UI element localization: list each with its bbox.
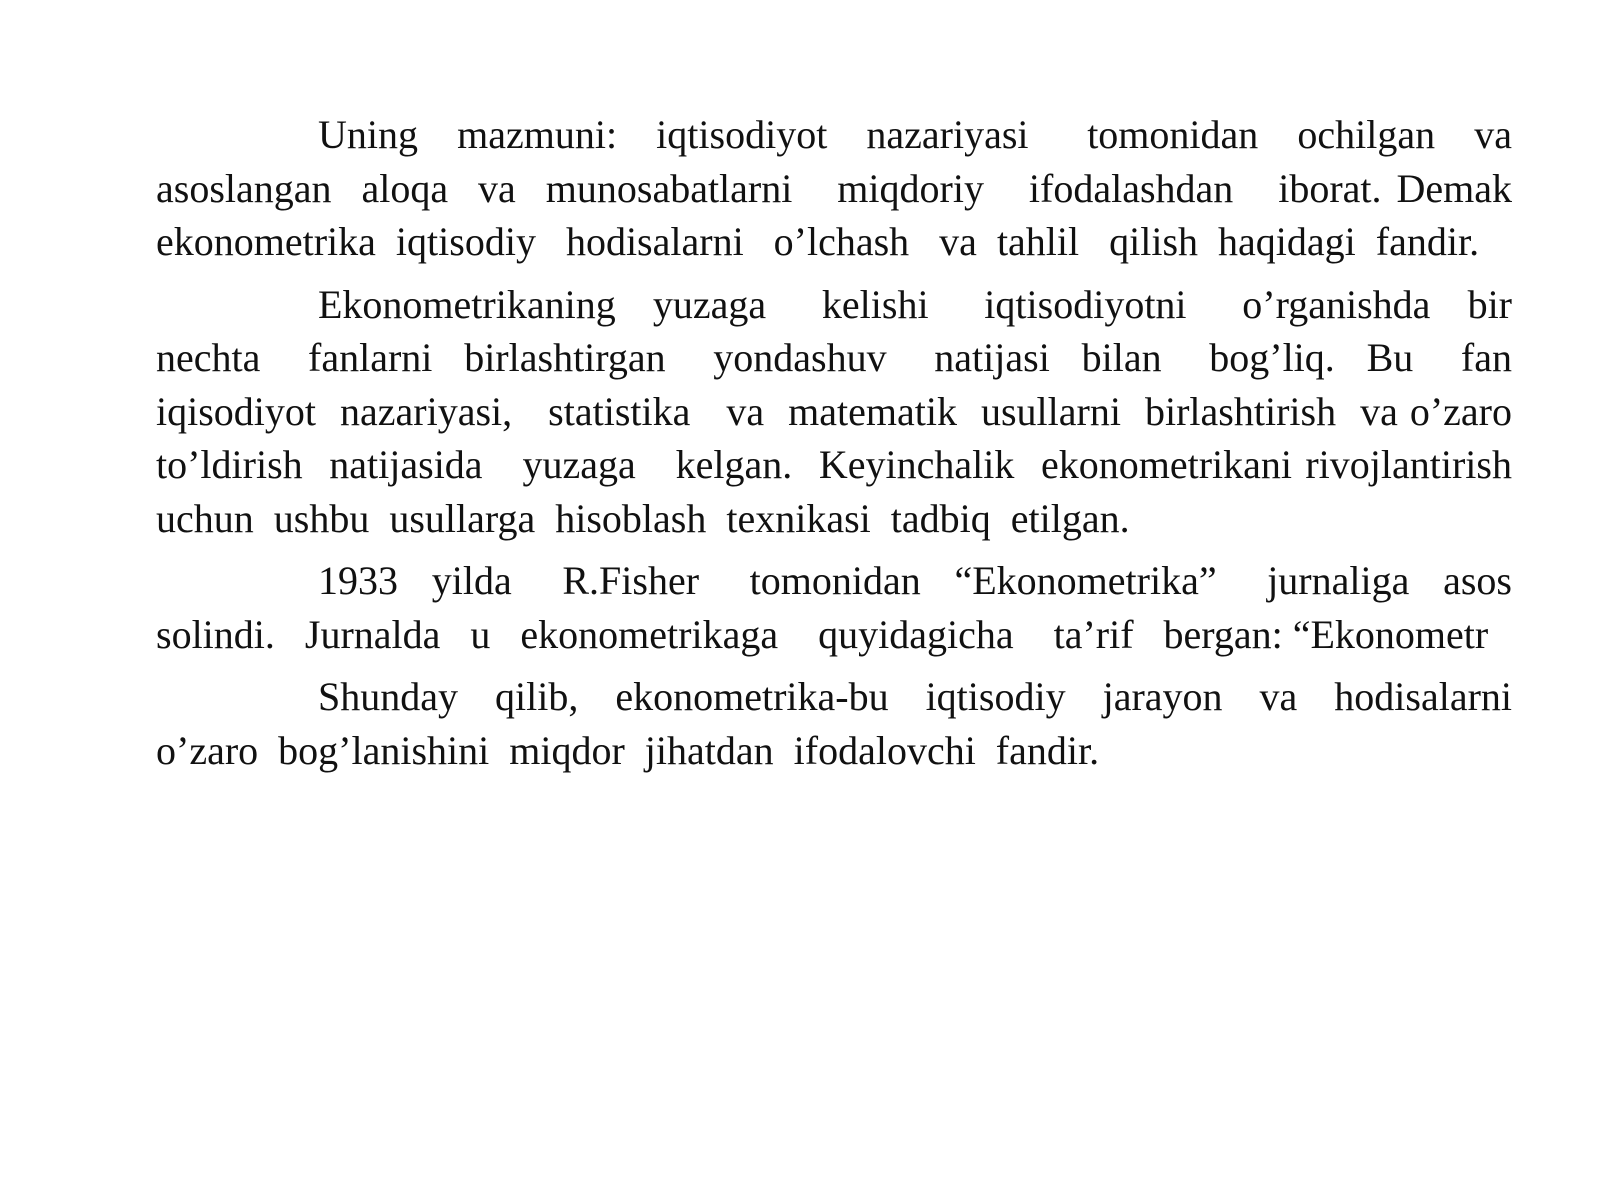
paragraph-4: Shunday qilib, ekonometrika-bu iqtisodiy jarayon va hodisalarni o’zaro bog’lanishini miqdor jihatdan ifodalovchi fandir. [156,674,1522,773]
paragraph-2: Ekonometrikaning yuzaga kelishi iqtisodiyotni o’rganishda bir nechta fanlarni birlashtirgan yondashuv natijasi bilan bog’liq. Bu fan iqisodiyot nazariyasi, statistika va matematik usullarni birlashtirish va o’zaro to’ldirish natijasida yuzaga kelgan. Keyinchalik ekonometrikani rivojlantirish uchun ushbu usullarga hisoblash texnikasi tadbiq etilgan. [156,281,1542,541]
paragraph-1: Uning mazmuni: iqtisodiyot nazariyasi tomonidan ochilgan va asoslangan aloqa va munosabatlarni miqdoriy ifodalashdan iborat. Demak ekonometrika iqtisodiy hodisalarni o’lchash va tahlil qilish haqidagi fandir. [156,112,1542,264]
text-block [156,108,1542,786]
paragraph-3: 1933 yilda R.Fisher tomonidan “Ekonometrika” jurnaliga asos solindi. Jurnalda u ekonometrikaga quyidagicha ta’rif bergan: “Ekonometr [156,558,1522,657]
